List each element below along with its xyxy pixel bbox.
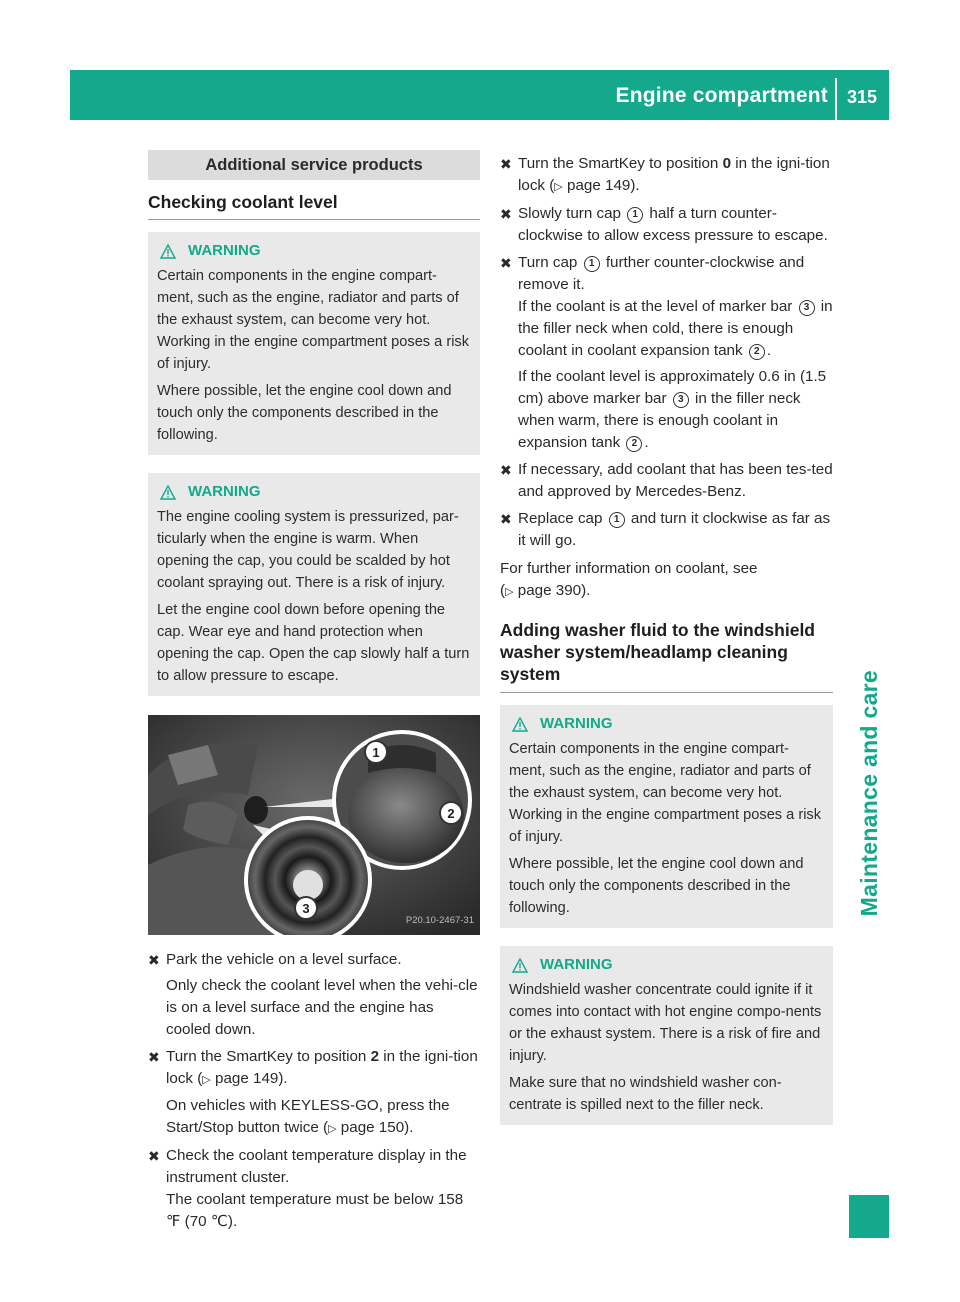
heading-checking-coolant: Checking coolant level	[148, 191, 480, 220]
step-text: Park the vehicle on a level surface.	[166, 951, 402, 968]
callout-2-label: 2	[447, 806, 455, 821]
warning-header	[509, 954, 825, 976]
heading-washer-fluid: Adding washer fluid to the windshield washer system/headlamp cleaning system	[500, 619, 833, 693]
callout-ref: 2	[749, 344, 765, 360]
left-steps	[148, 949, 480, 1233]
page-ref-icon: ▷	[328, 1123, 337, 1135]
callout-ref: 1	[609, 512, 625, 528]
side-tab-marker	[849, 1195, 889, 1238]
figure-code: P20.10-2467-31	[405, 915, 474, 926]
warning-text: The engine cooling system is pressurized, par-ticularly when the engine is warm. When opening the cap, you could be scalded by hot coolant spraying out. There is a risk of injury.	[157, 509, 459, 591]
left-column	[148, 150, 480, 1233]
step-text: Replace cap 1 and turn it clockwise as far as it will go.	[518, 510, 831, 549]
warning-box-1	[148, 232, 480, 455]
step-item	[148, 1046, 480, 1140]
warning-triangle-icon	[160, 485, 176, 500]
step-item	[500, 153, 833, 198]
step-subtext: The coolant temperature must be below 158 ℉ (70 ℃).	[166, 1191, 464, 1230]
callout-1-label: 1	[372, 745, 380, 760]
step-arrow-icon: ✖	[500, 511, 512, 527]
warning-header	[157, 240, 472, 262]
callout-ref: 3	[799, 300, 815, 316]
warning-label: WARNING	[188, 483, 261, 500]
step-item	[148, 949, 480, 1041]
warning-text: Let the engine cool down before opening the cap. Wear eye and hand protection when opening the cap. Open the cap slowly half a turn to allow pressure to escape.	[157, 602, 470, 684]
warning-label: WARNING	[540, 715, 613, 732]
step-subtext: On vehicles with KEYLESS-GO, press the Start/Stop button twice (▷ page 150).	[166, 1097, 450, 1136]
step-subtext: If the coolant is at the level of marker bar 3 in the filler neck when cold, there is enough coolant in coolant expansion tank 2 .	[518, 298, 833, 359]
warning-triangle-icon	[160, 244, 176, 259]
warning-box-2	[148, 473, 480, 696]
warning-triangle-icon	[512, 717, 528, 732]
callout-3-label: 3	[302, 901, 310, 916]
warning-text: Where possible, let the engine cool down and touch only the components described in the following.	[509, 856, 804, 916]
callout-ref: 3	[673, 392, 689, 408]
step-text: Slowly turn cap 1 half a turn counter-clockwise to allow excess pressure to escape.	[518, 205, 828, 244]
warning-box-4	[500, 946, 833, 1125]
page-ref-icon: ▷	[202, 1074, 211, 1086]
step-text: Check the coolant temperature display in the instrument cluster.	[166, 1147, 467, 1186]
step-text: Turn cap 1 further counter-clockwise and remove it.	[518, 254, 805, 293]
step-arrow-icon: ✖	[500, 462, 512, 478]
callout-1	[365, 741, 387, 763]
page-ref-icon: ▷	[505, 586, 514, 598]
engine-illustration	[148, 715, 480, 935]
step-item	[500, 508, 833, 552]
callout-ref: 1	[627, 207, 643, 223]
step-item	[500, 252, 833, 454]
header-bar	[70, 70, 889, 120]
header-divider	[835, 78, 837, 120]
step-arrow-icon: ✖	[148, 1148, 160, 1164]
warning-triangle-icon	[512, 958, 528, 973]
callout-2	[440, 802, 462, 824]
header-title: Engine compartment	[615, 84, 828, 107]
warning-text: Certain components in the engine compart-ment, such as the engine, radiator and parts of the exhaust system, can become very hot. Working in the engine compartment poses a risk of injury.	[509, 741, 822, 845]
step-text: Turn the SmartKey to position 2 in the igni-tion lock (▷ page 149).	[166, 1048, 478, 1087]
step-arrow-icon: ✖	[500, 156, 512, 172]
warning-label: WARNING	[540, 956, 613, 973]
step-text: Turn the SmartKey to position 0 in the igni-tion lock (▷ page 149).	[518, 155, 830, 194]
warning-label: WARNING	[188, 242, 261, 259]
warning-text: Make sure that no windshield washer con-centrate is spilled next to the filler neck.	[509, 1075, 782, 1113]
page-ref-icon: ▷	[554, 181, 563, 193]
warning-box-3	[500, 705, 833, 928]
step-text: If necessary, add coolant that has been tes-ted and approved by Mercedes-Benz.	[518, 461, 833, 500]
warning-text: Windshield washer concentrate could ignite if it comes into contact with hot engine compo-nents or the exhaust system. There is a risk of fire and injury.	[509, 982, 822, 1064]
warning-header	[509, 713, 825, 735]
step-arrow-icon: ✖	[500, 206, 512, 222]
step-subtext: If the coolant level is approximately 0.6 in (1.5 cm) above marker bar 3 in the filler neck when warm, there is enough coolant in expansion tank 2 .	[518, 368, 827, 451]
step-arrow-icon: ✖	[148, 1049, 160, 1065]
warning-text: Certain components in the engine compart-ment, such as the engine, radiator and parts of the exhaust system, can become very hot. Working in the engine compartment poses a risk of injury.	[157, 268, 470, 372]
step-item	[500, 203, 833, 247]
callout-ref: 2	[626, 436, 642, 452]
engine-compartment-figure	[148, 715, 480, 935]
warning-text: Where possible, let the engine cool down and touch only the components described in the following.	[157, 383, 452, 443]
right-column	[500, 153, 833, 1125]
callout-ref: 1	[584, 256, 600, 272]
step-subtext: Only check the coolant level when the vehi-cle is on a level surface and the engine has cooled down.	[166, 977, 478, 1038]
page-number: 315	[846, 87, 877, 107]
callout-3	[295, 897, 317, 919]
step-arrow-icon: ✖	[148, 952, 160, 968]
side-tab-label: Maintenance and care	[856, 670, 882, 917]
section-title: Additional service products	[148, 150, 480, 180]
step-item	[148, 1145, 480, 1233]
step-item	[500, 459, 833, 503]
further-info: For further information on coolant, see (▷ page 390).	[500, 560, 758, 599]
step-arrow-icon: ✖	[500, 255, 512, 271]
warning-header	[157, 481, 472, 503]
